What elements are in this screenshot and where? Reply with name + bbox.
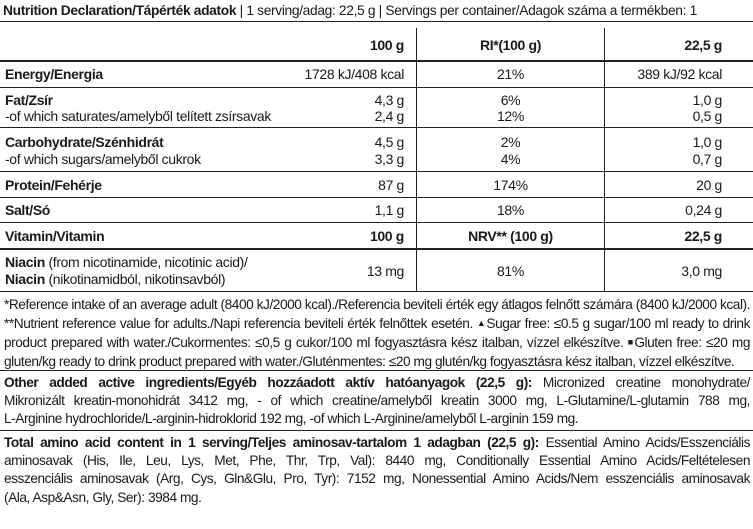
header-ri: RI*(100 g) [479,37,542,53]
other-line-1 [4,374,750,392]
fat-serving: 1,0 g [692,92,722,108]
amino-line-1 [4,434,750,452]
energy-100g: 1728 kJ/408 kcal [304,66,404,82]
fat-ri: 6% [500,92,521,108]
saturates-ri: 12% [497,108,524,124]
amino-line-2: aminosavak (His, Ile, Leu, Lys, Met, Phe, Thr, Trp, Val): 8440 mg, Conditionally Essential Amino Acids/Feltételesen [4,453,750,469]
niacin-source-en: (from nicotinamide, nicotinic acid)/ [44,254,248,270]
protein-100g: 87 g [378,177,404,193]
rule-header-bottom [0,60,753,62]
saturates-100g: 2,4 g [374,108,404,124]
rule-protein-bottom [0,197,753,198]
rule-fat-bottom [0,127,753,128]
declaration-title-rest: | 1 serving/adag: 22,5 g | Servings per container/Adagok száma a termékben: 1 [236,3,697,18]
protein-ri: 174% [493,177,528,193]
gluten-free-note-start: Gluten free: ≤20 mg [634,335,750,351]
header-serving: 22,5 g [684,37,722,53]
sugars-ri: 4% [500,151,521,167]
energy-serving: 389 kJ/92 kcal [637,66,722,82]
row-label-saturates: -of which saturates/amelyből telített zsírsavak [5,108,271,124]
rule-vitamin-header-bottom [0,248,753,250]
other-line-2: Mikronizált kreatin-monohidrát 3412 mg, - of which creatine/amelyből kreatin 3000 mg, L-Glutamine/L-glutamin 788 mg, [4,393,750,409]
other-line-1-text: Micronized creatine monohydrate/ [531,375,750,390]
amino-line-1-text: Essential Amino Acids/Esszenciális [538,435,750,450]
row-label-sugars: -of which sugars/amelyből cukrok [5,151,201,167]
gluten-free-note-end: gluten/kg ready to drink product prepared with water./Gluténmentes: ≤20 mg glutén/kg fogyasztásra kész italban, vízzel elkészítve. [4,353,735,369]
salt-ri: 18% [497,202,524,218]
row-label-fat: Fat/Zsír [5,92,53,108]
amino-line-4: (Ala, Asp&Asn, Gly, Ser): 3984 mg. [4,489,202,505]
vitamin-header-nrv: NRV** (100 g) [468,228,553,244]
niacin-name-hu: Niacin [5,271,45,287]
niacin-label-line1 [5,253,248,271]
rule-energy-bottom [0,87,753,88]
vitamin-header-100g: 100 g [369,228,404,244]
square-icon: ■ [627,337,635,348]
carbohydrate-serving: 1,0 g [692,134,722,150]
vitamin-header-serving: 22,5 g [684,228,722,244]
niacin-source-hu: (nikotinamidból, nikotinsavból) [44,271,226,287]
header-100g: 100 g [369,37,404,53]
rule-other-bottom [0,430,753,431]
sugar-free-note-start: Sugar free: ≤0.5 g sugar/100 ml ready to drink [486,316,750,332]
niacin-label-line2 [5,270,225,288]
niacin-nrv: 81% [497,263,524,279]
declaration-title-bold: Nutrition Declaration/Tápérték adatok [3,3,237,18]
triangle-icon: ▲ [476,318,487,329]
row-label-energy: Energy/Energia [5,66,103,82]
amino-acid-content [4,434,750,507]
amino-line-3: esszenciális aminosavak (Arg, Cys, Gln&Glu, Pro, Tyr): 7152 mg, Nonessential Amino Acids/Nem esszenciális aminosavak [4,471,750,487]
row-label-carbohydrate: Carbohydrate/Szénhidrát [5,134,164,150]
sugars-serving: 0,7 g [692,151,722,167]
rule-notes-bottom [0,370,753,371]
vitamin-header-label: Vitamin/Vitamin [5,228,105,244]
rule-carb-bottom [0,171,753,172]
sugar-free-note-end: product prepared with water./Cukormentes: ≤0,5 g cukor/100 ml fogyasztásra kész italban, vízzel elkészítve. [4,335,624,351]
nrv-footnote: **Nutrient reference value for adults./Napi referencia beviteli érték felnőttek esetén. [4,316,473,332]
rule-salt-bottom [0,222,753,223]
other-line-3: L-Arginine hydrochloride/L-arginin-hidroklorid 192 mg, -of which L-Arginine/amelyből L-arginin 159 mg. [4,411,579,427]
amino-acid-heading: Total amino acid content in 1 serving/Teljes aminosav-tartalom 1 adagban (22,5 g): [4,435,539,450]
niacin-100g: 13 mg [366,263,404,279]
other-ingredients [4,374,750,429]
rule-niacin-bottom [0,291,753,292]
protein-serving: 20 g [696,177,722,193]
niacin-serving: 3,0 mg [681,263,722,279]
niacin-name: Niacin [5,254,45,270]
declaration-title [3,1,751,20]
ri-footnote: *Reference intake of an average adult (8400 kJ/2000 kcal)./Referencia beviteli érték egy átlagos felnőtt számára (8400 kJ/2000 kcal). [4,297,750,312]
salt-100g: 1,1 g [374,202,404,218]
carbohydrate-ri: 2% [500,134,521,150]
sugars-100g: 3,3 g [374,151,404,167]
rule-top [0,21,753,22]
footnotes [4,296,750,371]
row-label-salt: Salt/Só [5,202,51,218]
nrv-footnote-line [4,314,750,333]
sugar-free-line [4,333,750,352]
row-label-protein: Protein/Fehérje [5,177,102,193]
saturates-serving: 0,5 g [692,108,722,124]
carbohydrate-100g: 4,5 g [374,134,404,150]
fat-100g: 4,3 g [374,92,404,108]
other-ingredients-heading: Other added active ingredients/Egyéb hozzáadott aktív hatóanyagok (22,5 g): [4,375,532,390]
energy-ri: 21% [497,66,524,82]
salt-serving: 0,24 g [685,202,722,218]
